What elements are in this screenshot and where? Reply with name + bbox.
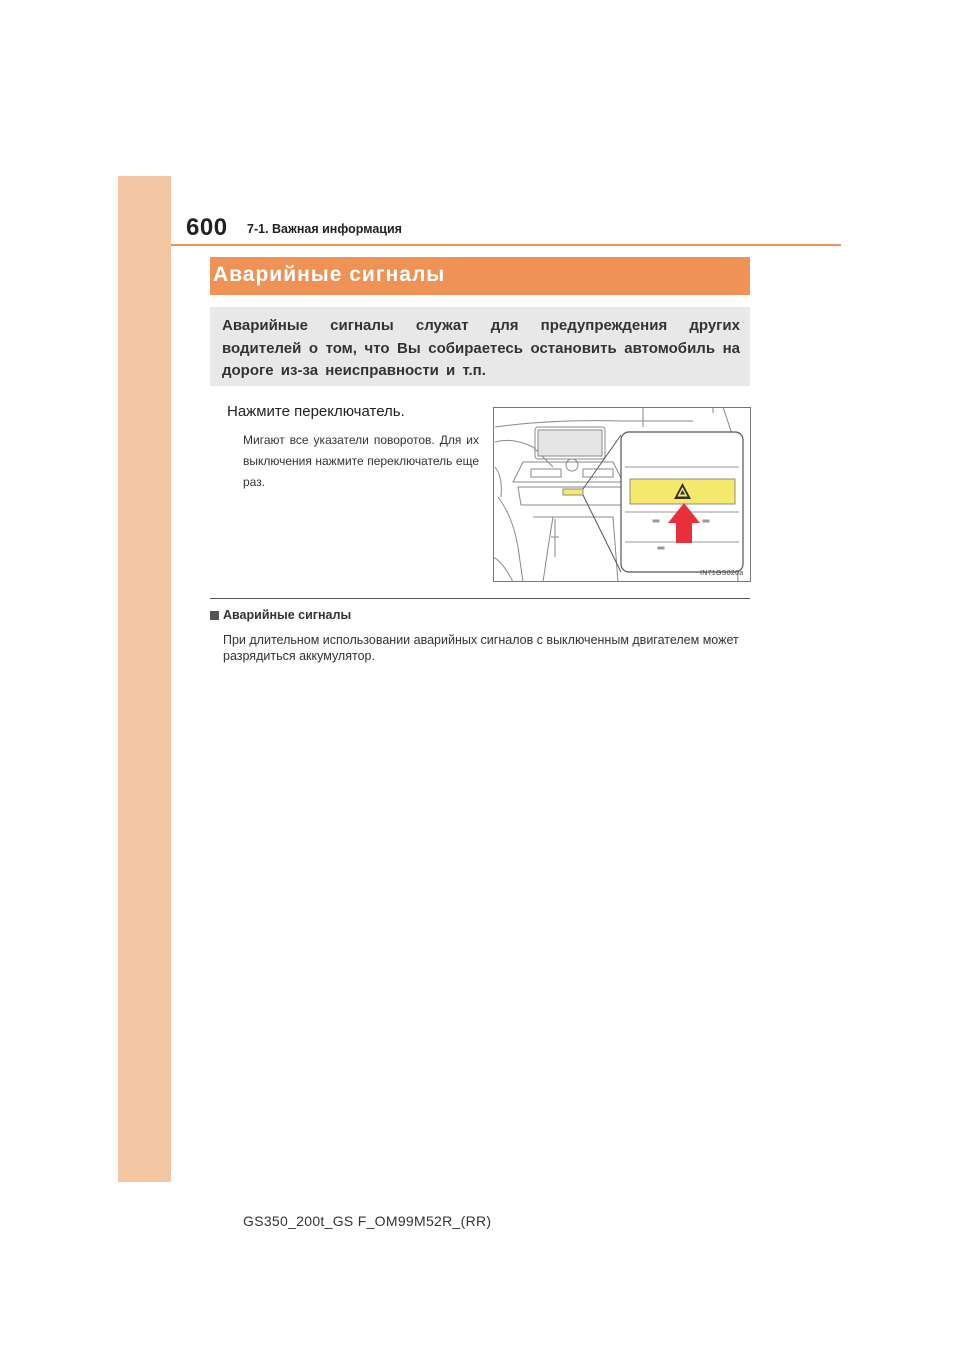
step-details: Мигают все указатели поворотов. Для их выключения нажмите переключатель еще раз.: [243, 433, 479, 489]
step-instruction: Нажмите переключатель.: [227, 403, 405, 420]
intro-text: Аварийные сигналы служат для предупреждения других водителей о том, что Вы собираетесь остановить автомобиль на дороге из-за неисправности и т.п.: [222, 317, 740, 379]
square-bullet-icon: [210, 611, 219, 620]
note-body: При длительном использовании аварийных сигналов с выключенным двигателем может разрядиться аккумулятор.: [223, 633, 739, 663]
side-tab: [118, 176, 171, 1182]
page-number: 600: [186, 214, 228, 241]
figure-code: IN71GS020a: [700, 570, 744, 577]
header-rule: [171, 244, 841, 246]
footer-code: GS350_200t_GS F_OM99M52R_(RR): [243, 1213, 492, 1229]
note-heading: Аварийные сигналы: [223, 608, 352, 622]
dashboard-illustration: [493, 407, 751, 582]
section-label: 7-1. Важная информация: [247, 222, 402, 236]
page-title: Аварийные сигналы: [213, 263, 446, 286]
note-divider: [210, 598, 750, 599]
